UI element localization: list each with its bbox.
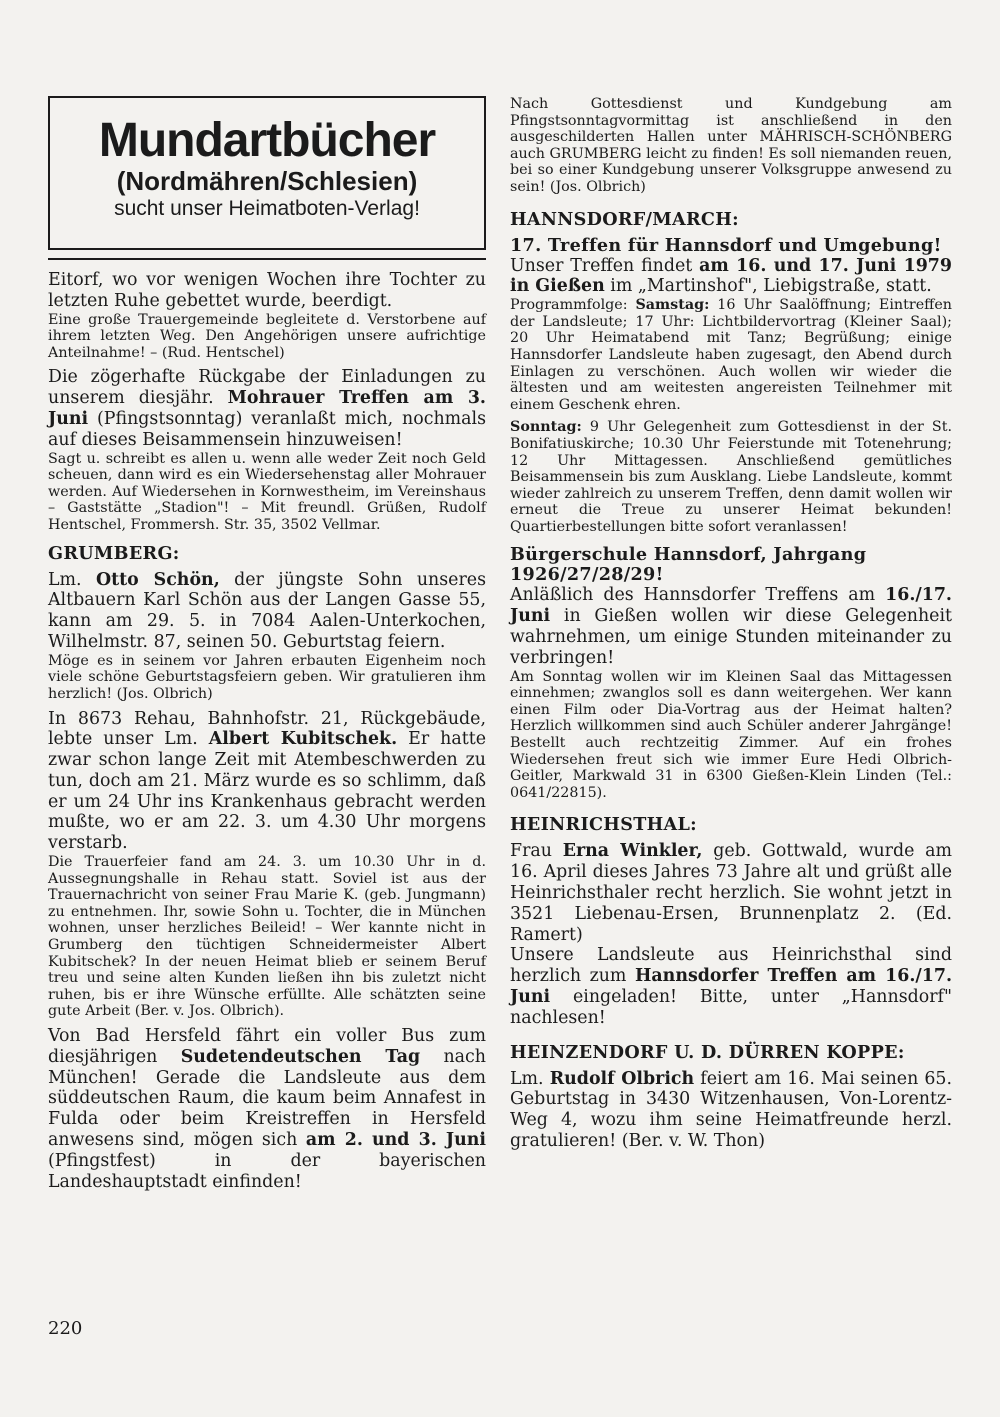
ad-subtitle: (Nordmähren/Schlesien) (116, 166, 418, 196)
paragraph-small: Nach Gottesdienst und Kundgebung am Pfingstsonntagvormittag ist anschließend in den ausgeschilderten Hallen unter MÄHRISCH-SCHÖNBERG auch GRUMBERG leicht zu finden! Es soll niemanden reuen, bei so einer Kundgebung unserer Volksgruppe anwesend zu sein! (Jos. Olbrich) (510, 96, 952, 195)
page-number: 220 (48, 1318, 83, 1339)
left-column (48, 96, 486, 1192)
paragraph: Lm. Rudolf Olbrich feiert am 16. Mai seinen 65. Geburtstag in 3430 Witzenhausen, Von-Lorentz-Weg 4, wozu ihm seine Heimatfreunde herzl. gratulieren! (Ber. v. W. Thon) (510, 1068, 953, 1151)
paragraph: Unsere Landsleute aus Heinrichsthal sind herzlich zum Hannsdorfer Treffen am 16./17. Juni eingeladen! Bitte, unter „Hannsdorf" nachlesen! (510, 945, 952, 1028)
paragraph-small: Die Trauerfeier fand am 24. 3. um 10.30 Uhr in d. Aussegnungshalle in Rehau statt. Soviel ist aus der Trauernachricht von seiner Frau Marie K. (geb. Jungmann) zu entnehmen. Ihr, sowie Sohn u. Tochter, die in München wohnen, unser herzliches Beileid! – Wer kannte nicht in Grumberg den tüchtigen Schneidermeister Albert Kubitschek? In der neuen Heimat blieb er seinem Beruf treu und seine alten Kunden ließen ihn bis zuletzt nicht ruhen, bis er ihre Wünsche erfüllte. Alle schätzten seine gute Arbeit (Ber. v. Jos. Olbrich). (48, 854, 486, 1020)
paragraph: Die zögerhafte Rückgabe der Einladungen zu unserem diesjähr. Mohrauer Treffen am 3. Juni (Pfingstsonntag) veranlaßt mich, nochmals auf dieses Beisammensein hinzuweisen! (48, 367, 487, 450)
paragraph: Anläßlich des Hannsdorfer Treffens am 16./17. Juni in Gießen wollen wir diese Gelegenheit wahrnehmen, um einige Stunden miteinander zu verbringen! (510, 585, 952, 668)
section-heading-heinrichsthal: HEINRICHSTHAL: (510, 814, 697, 836)
paragraph-small: Möge es in seinem vor Jahren erbauten Eigenheim noch viele schöne Geburtstagsfeiern geben. Wir gratulieren ihm herzlich! (Jos. Olbrich) (48, 652, 486, 702)
paragraph: Von Bad Hersfeld fährt ein voller Bus zum diesjährigen Sudetendeutschen Tag nach München! Gerade die Landsleute aus dem süddeutschen Raum, die kaum beim Annafest in Fulda oder beim Kreistreffen in Hersfeld anwesens sind, mögen sich am 2. und 3. Juni (Pfingstfest) in der bayerischen Landeshauptstadt einfinden! (48, 1026, 487, 1192)
subheading: 17. Treffen für Hannsdorf und Umgebung! (510, 234, 942, 256)
paragraph-small: Am Sonntag wollen wir im Kleinen Saal das Mittagessen einnehmen; zwanglos soll es dann weitergehen. Wer kann einen Film oder Dia-Vortrag aus der Heimat halten? Herzlich willkommen sind auch Schüler anderer Jahrgänge! Bestellt auch rechtzeitig Zimmer. Auf ein frohes Wiedersehen freut sich wie immer Eure Hedi Olbrich-Geitler, Markwald 31 in 6300 Gießen-Klein Linden (Tel.: 0641/22815). (510, 668, 952, 801)
paragraph-small: Sonntag: 9 Uhr Gelegenheit zum Gottesdienst in der St. Bonifatiuskirche; 10.30 Uhr Feierstunde mit Totenehrung; 12 Uhr Mittagessen. Anschließend gemütliches Beisammensein bis zum Ausklang. Liebe Landsleute, kommt wieder zahlreich zu unserem Treffen, denn damit wollen wir erneut die Treue zu unserer Heimat bekunden! Quartierbestellungen bitte sofort veranlassen! (510, 419, 953, 535)
paragraph-small: Eine große Trauergemeinde begleitete d. Verstorbene auf ihrem letzten Weg. Den Angehörigen unsere aufrichtige Anteilnahme! – (Rud. Hentschel) (48, 311, 486, 361)
paragraph: Unser Treffen findet am 16. und 17. Juni 1979 in Gießen im „Martinshof", Liebigstraße, statt. (510, 255, 952, 297)
ad-box (48, 96, 486, 250)
section-heading-hannsdorf: HANNSDORF/MARCH: (510, 208, 739, 230)
ad-title: Mundartbücher (98, 114, 436, 167)
paragraph: Frau Erna Winkler, geb. Gottwald, wurde am 16. April dieses Jahres 73 Jahre alt und grüßt alle Heinrichsthaler recht herzlich. Sie wohnt jetzt in 3521 Liebenau-Ersen, Brunnenplatz 2. (Ed. Ramert) (510, 841, 953, 945)
paragraph: Lm. Otto Schön, der jüngste Sohn unseres Altbauern Karl Schön aus der Langen Gasse 55, kann am 29. 5. in 7084 Aalen-Unterkochen, Wilhelmstr. 87, seinen 50. Geburtstag feiern. (48, 569, 487, 652)
subheading: Bürgerschule Hannsdorf, Jahrgang 1926/27/28/29! (510, 544, 867, 586)
divider (48, 258, 486, 260)
section-heading-grumberg: GRUMBERG: (48, 542, 180, 564)
paragraph-small: Programmfolge: Samstag: 16 Uhr Saalöffnung; Eintreffen der Landsleute; 17 Uhr: Lichtbildervortrag (Kleiner Saal); 20 Uhr Heimatabend mit Tanz; Begrüßung; einige Hannsdorfer Landsleute haben zugesagt, den Abend durch Einlagen zu verschönen. Auch wollen wir wieder die ältesten und am weitesten angereisten Teilnehmer mit einem Geschenk ehren. (510, 297, 953, 413)
paragraph: In 8673 Rehau, Bahnhofstr. 21, Rückgebäude, lebte unser Lm. Albert Kubitschek. Er hatte zwar schon lange Zeit mit Atembeschwerden zu tun, doch am 21. März wurde es so schlimm, daß er um 24 Uhr ins Krankenhaus gebracht werden mußte, wo er am 22. 3. um 4.30 Uhr morgens verstarb. (48, 708, 486, 854)
section-heading-heinzendorf: HEINZENDORF U. D. DÜRREN KOPPE: (510, 1041, 905, 1063)
paragraph: Eitorf, wo vor wenigen Wochen ihre Tochter zu letzten Ruhe gebettet wurde, beerdigt. (48, 270, 486, 311)
ad-line: sucht unser Heimatboten-Verlag! (114, 197, 420, 220)
right-column (510, 96, 952, 1152)
paragraph-small: Sagt u. schreibt es allen u. wenn alle weder Zeit noch Geld scheuen, dann wird es ein Wiedersehenstag aller Mohrauer werden. Auf Wiedersehen in Kornwestheim, im Vereinshaus – Gaststätte „Stadion"! – Mit freundl. Grüßen, Rudolf Hentschel, Frommersh. Str. 35, 3502 Vellmar. (48, 450, 486, 533)
